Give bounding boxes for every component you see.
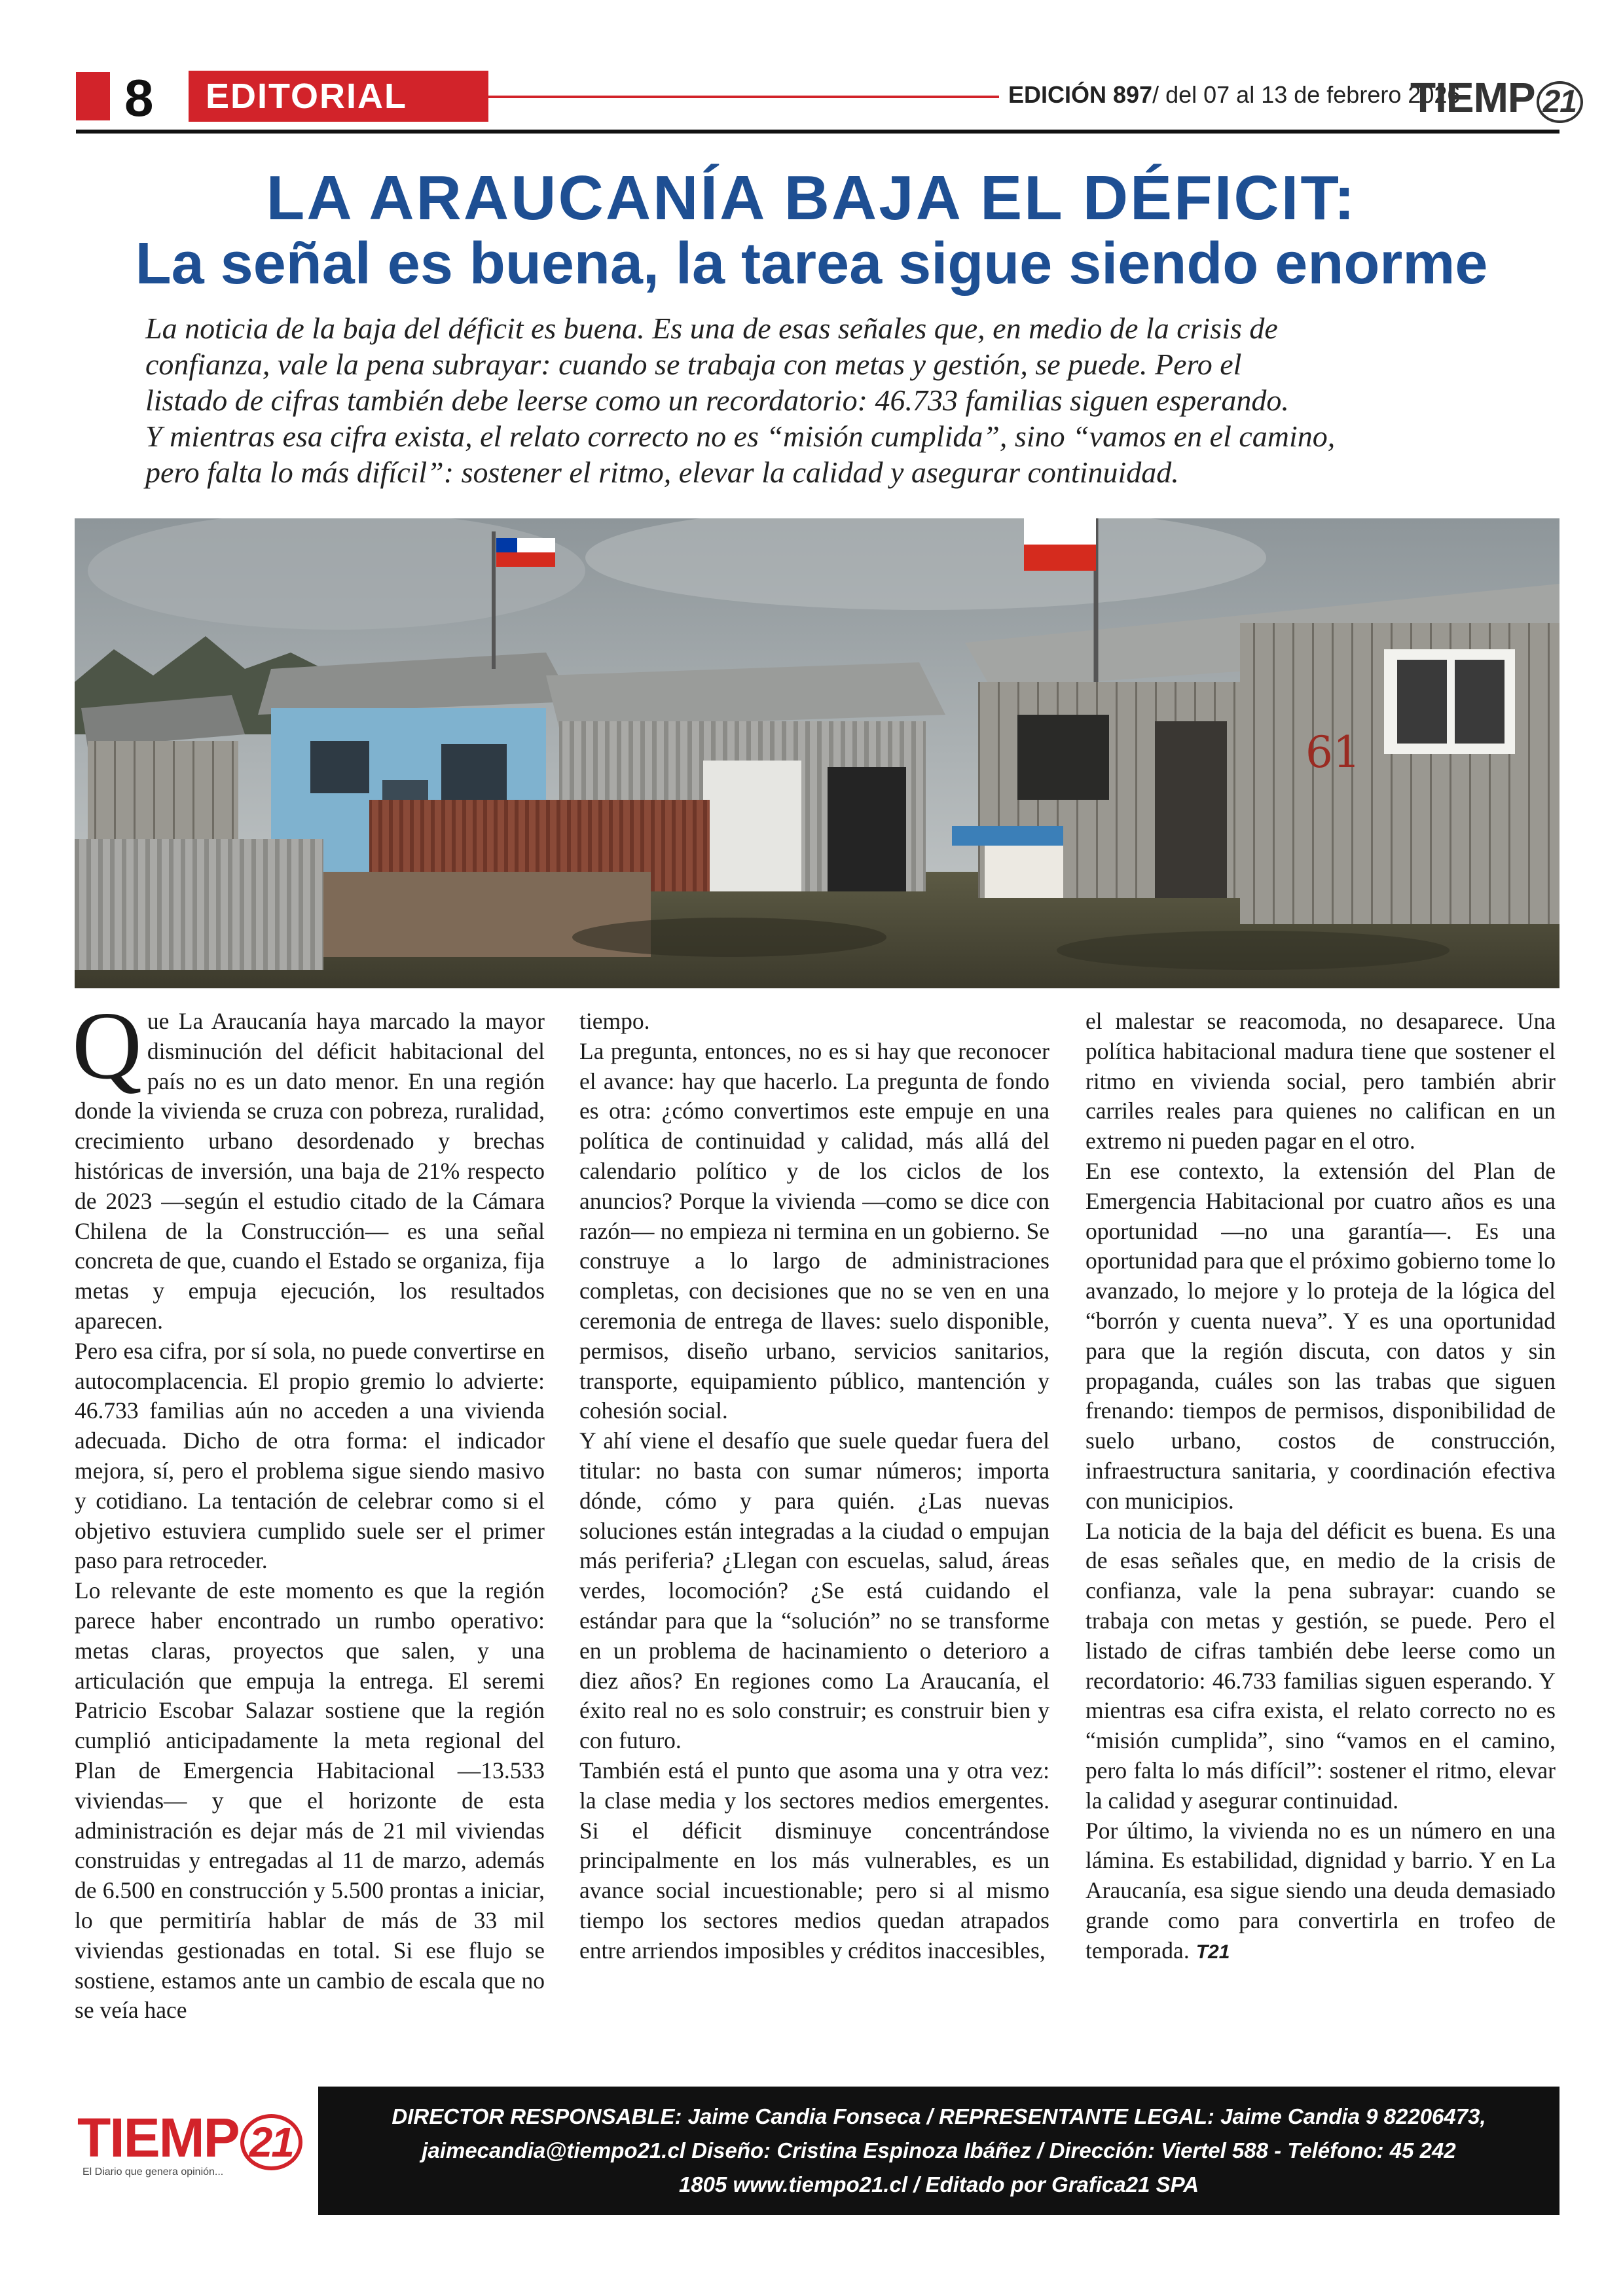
article-column-1 bbox=[72, 992, 545, 2026]
lede-line: pero falta lo más difícil”: sostener el ritmo, elevar la calidad y asegurar continuidad. bbox=[145, 456, 1179, 489]
shanty-town-illustration bbox=[75, 518, 1559, 988]
credits-line: DIRECTOR RESPONSABLE: Jaime Candia Fonseca / REPRESENTANTE LEGAL: Jaime Candia 9 82206473, bbox=[392, 2104, 1486, 2128]
paragraph: Y ahí viene el desafío que suele quedar fuera del titular: no basta con sumar números; importa dónde, cómo y para quién. ¿Las nuevas soluciones están integradas a la ciudad o empujan más periferia? ¿Llegan con escuelas, salud, áreas verdes, locomoción? ¿Se está cuidando el estándar para que la “solución” no se transforme en un problema de hacinamiento o deterioro a diez años? En regiones como La Araucanía, el éxito real no es solo construir; es construir bien y con futuro. bbox=[579, 1427, 1049, 1754]
header-red-rule bbox=[488, 96, 999, 98]
paragraph bbox=[72, 992, 545, 1336]
edition-dates: / del 07 al 13 de febrero 2026 bbox=[1152, 81, 1461, 108]
page-number: 8 bbox=[124, 69, 154, 127]
article-photo bbox=[75, 518, 1559, 988]
paragraph: También está el punto que asoma una y otra vez: la clase media y los sectores medios emergentes. Si el déficit disminuye concentrándose principalmente en los más vulnerables, es un avance social incuestionable; pero si al mismo tiempo los sectores medios quedan atrapados entre arriendos imposibles y créditos inaccesibles, bbox=[579, 1757, 1049, 1964]
paragraph bbox=[1085, 1816, 1556, 1967]
footer-logo bbox=[77, 2106, 313, 2178]
header-logo-ring: 21 bbox=[1537, 81, 1583, 123]
credits-line: 1805 www.tiempo21.cl / Editado por Grafica21 SPA bbox=[678, 2172, 1199, 2197]
section-label: EDITORIAL bbox=[189, 71, 488, 122]
edition-info bbox=[1008, 81, 1460, 109]
footer-logo-tagline: El Diario que genera opinión... bbox=[82, 2166, 224, 2178]
paragraph: La noticia de la baja del déficit es buena. Es una de esas señales que, en medio de la crisis de confianza, vale la pena subrayar: cuando se trabaja con metas y gestión, se puede. Pero el listado de cifras también debe leerse como un recordatorio: 46.733 familias siguen esperando. Y mientras esa cifra exista, el relato correcto no es “misión cumplida”, sino “vamos en el camino, pero falta lo más difícil”: sostener el ritmo, elevar la calidad y asegurar continuidad. bbox=[1085, 1517, 1556, 1814]
credits-line: jaimecandia@tiempo21.cl Diseño: Cristina Espinoza Ibáñez / Dirección: Viertel 588 - Teléfono: 45 242 bbox=[422, 2138, 1456, 2162]
footer-logo-text: TIEMP bbox=[77, 2107, 239, 2168]
page-marker bbox=[76, 72, 110, 120]
page-header bbox=[76, 69, 1577, 134]
lede-line: La noticia de la baja del déficit es buena. Es una de esas señales que, en medio de la crisis de bbox=[145, 312, 1278, 345]
paragraph: Lo relevante de este momento es que la región parece haber encontrado un rumbo operativo: metas claras, proyectos que salen, y una articulación que empuja la entrega. El seremi Patricio Escobar Salazar sostiene que la región cumplió anticipadamente la meta regional del Plan de Emergencia Habitacional —13.533 viviendas— y que el horizonte de esta administración es dejar más de 21 mil viviendas construidas y entregadas al 11 de marzo, además de 6.500 en construcción y 5.500 prontas a iniciar, lo que permitiría hablar de más de 33 mil viviendas gestionadas en total. Si ese flujo se sostiene, estamos ante un cambio de escala que no se veía hace bbox=[75, 1577, 545, 2024]
paragraph-text: ue La Araucanía haya marcado la mayor disminución del déficit habitacional del país no es un dato menor. En una región donde la vivienda se cruza con pobreza, ruralidad, crecimiento urbano desordenado y brechas históricas de inversión, una baja de 21% respecto de 2023 —según el estudio citado de la Cámara Chilena de la Construcción— es una señal concreta de que, cuando el Estado se organiza, fija metas y empuja ejecución, los resultados aparecen. bbox=[75, 1008, 545, 1334]
paragraph: Pero esa cifra, por sí sola, no puede convertirse en autocomplacencia. El propio gremio lo advierte: 46.733 familias aún no acceden a una vivienda adecuada. Dicho de otra forma: el indicador mejora, sí, pero el problema sigue siendo masivo y cotidiano. La tentación de celebrar como si el objetivo estuviera cumplido suele ser el primer paso para retroceder. bbox=[75, 1337, 545, 1574]
footer-logo-ring: 21 bbox=[240, 2114, 302, 2170]
footer-logo-wordmark bbox=[77, 2106, 302, 2170]
house-number: 61 bbox=[1305, 727, 1360, 778]
header-logo bbox=[1410, 73, 1583, 123]
header-logo-text: TIEMP bbox=[1410, 74, 1535, 121]
paragraph: En ese contexto, la extensión del Plan de Emergencia Habitacional por cuatro años es una oportunidad —no una garantía—. Es una oportunidad para que el próximo gobierno tome lo avanzado, lo mejore y lo proteja de la lógica del “borrón y cuenta nueva”. Y es una oportunidad para que la región discuta, con datos y sin propaganda, cuáles son las trabas que siguen frenando: tiempos de permisos, disponibilidad de suelo urbano, costos de construcción, infraestructura sanitaria, y coordinación efectiva con municipios. bbox=[1085, 1157, 1556, 1514]
lede bbox=[145, 310, 1507, 490]
article-column-3 bbox=[1085, 1007, 1556, 1967]
paragraph-text: Por último, la vivienda no es un número en una lámina. Es estabilidad, dignidad y barrio. Y en La Araucanía, esa sigue siendo una deuda demasiado grande como para convertirla en trofeo de temporada. bbox=[1085, 1817, 1556, 1964]
subheadline: La señal es buena, la tarea sigue siendo enorme bbox=[135, 231, 1488, 296]
edition-number: EDICIÓN 897 bbox=[1008, 81, 1153, 108]
header-rule bbox=[76, 130, 1559, 134]
paragraph: La pregunta, entonces, no es si hay que reconocer el avance: hay que hacerlo. La pregunta de fondo es otra: ¿cómo convertimos este empuje en una política de continuidad y calidad, más allá del calendario político y de los ciclos de los anuncios? Porque la vivienda —como se dice con razón— no empieza ni termina en un gobierno. Se construye a lo largo de administraciones completas, con decisiones que no se ven en una ceremonia de entrega de llaves: suelo disponible, permisos, diseño urbano, servicios sanitarios, transporte, equipamiento público, mantención y cohesión social. bbox=[579, 1037, 1049, 1424]
lede-line: Y mientras esa cifra exista, el relato correcto no es “misión cumplida”, sino “vamos en el camino, bbox=[145, 420, 1336, 453]
drop-cap: Q bbox=[72, 992, 142, 1100]
lede-line: confianza, vale la pena subrayar: cuando se trabaja con metas y gestión, se puede. Pero el bbox=[145, 348, 1242, 381]
paragraph: tiempo. bbox=[579, 1008, 650, 1034]
paragraph: el malestar se reacomoda, no desaparece. Una política habitacional madura tiene que sostener el ritmo en vivienda social, pero también abrir carriles reales para quienes no califican en un extremo ni pueden pagar en el otro. bbox=[1085, 1008, 1556, 1155]
headline: LA ARAUCANÍA BAJA EL DÉFICIT: bbox=[266, 163, 1357, 233]
end-mark: T21 bbox=[1195, 1941, 1230, 1963]
article-column-2 bbox=[579, 1007, 1049, 1966]
lede-line: listado de cifras también debe leerse como un recordatorio: 46.733 familias siguen esperando. bbox=[145, 384, 1289, 417]
footer-credits bbox=[318, 2087, 1559, 2215]
